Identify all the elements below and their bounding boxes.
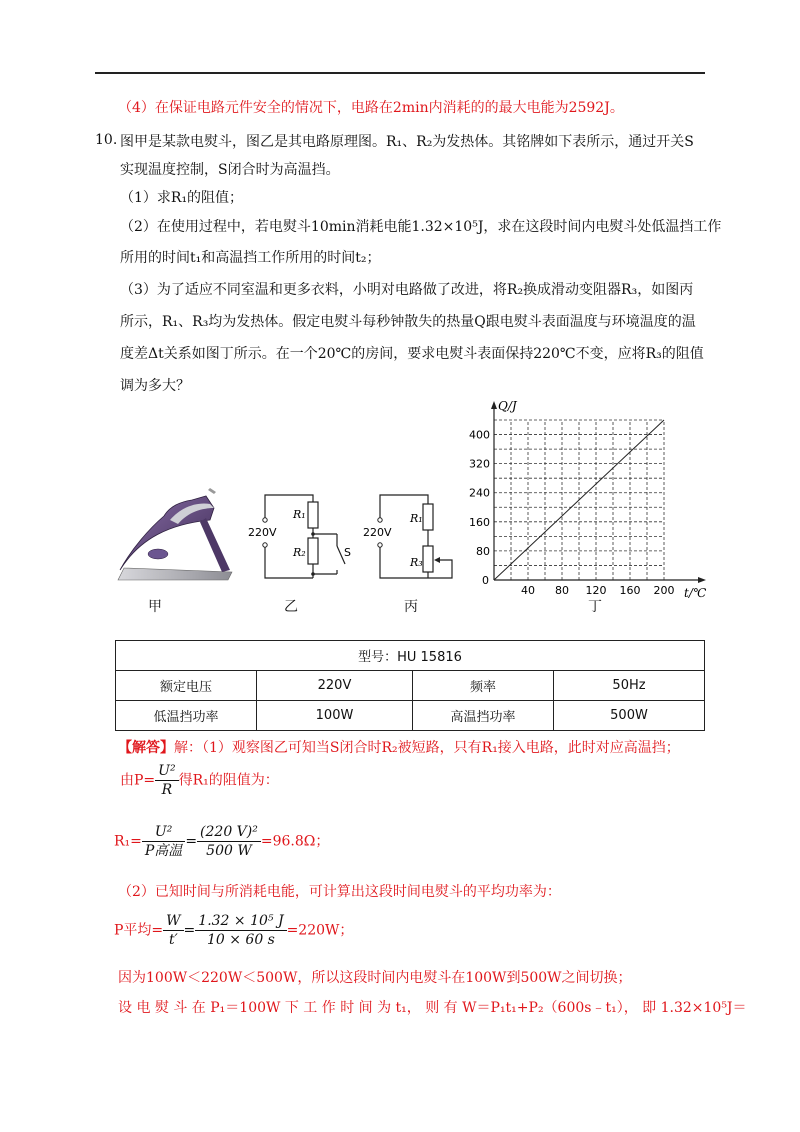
denominator: P高温: [144, 843, 183, 859]
fraction-220-over-500: [197, 823, 261, 860]
spec-cell: 100W: [257, 701, 413, 731]
yi-r2-label: R₂: [293, 546, 306, 559]
numerator: U²: [142, 823, 185, 842]
yi-r1-label: R₁: [293, 508, 306, 521]
spec-cell: 220V: [257, 671, 413, 701]
x-tick-label: 40: [521, 584, 535, 597]
spec-cell: 低温挡功率: [116, 701, 257, 731]
yi-voltage-label: 220V: [248, 526, 277, 539]
chart-ticks: [469, 429, 675, 597]
bing-r1-label: R₁: [410, 512, 423, 525]
y-tick-label: 400: [469, 428, 490, 442]
caption-bing: 丙: [404, 599, 418, 615]
formula-suffix: =96.8Ω；: [260, 833, 330, 850]
x-tick-label: 120: [585, 584, 607, 597]
numerator: U²: [155, 762, 178, 781]
solution-label: 【解答】: [118, 740, 174, 756]
formula-prefix: P平均=: [114, 922, 164, 939]
spec-cell: 高温挡功率: [413, 701, 554, 731]
spec-cell: 50Hz: [554, 671, 705, 701]
x-tick-label: 80: [555, 584, 569, 597]
yi-switch-label: S: [344, 546, 351, 559]
solution-line-6: 因为100W＜220W＜500W，所以这段时间内电熨斗在100W到500W之间切换；: [118, 970, 632, 986]
chart-origin-label: 0: [482, 574, 489, 587]
sub-question-3b: 所示，R₁、R₃均为发热体。假定电熨斗每秒钟散失的热量Q跟电熨斗表面温度与环境温度的温: [120, 314, 696, 330]
bing-r3-label: R₃: [410, 556, 423, 569]
spec-table: [115, 640, 705, 731]
circuit-yi: [245, 490, 355, 585]
formula-average-power: [114, 912, 353, 949]
sub-question-3d: 调为多大？: [120, 378, 190, 394]
question-line-2: 实现温度控制，S闭合时为高温挡。: [120, 162, 340, 178]
spec-cell: 500W: [554, 701, 705, 731]
fraction-w-over-t: [163, 912, 183, 949]
question-line-1: 图甲是某款电熨斗，图乙是其电路原理图。R₁、R₂为发热体。其铭牌如下表所示，通过开关S: [120, 134, 694, 150]
formula-suffix: 得R₁的阻值为：: [178, 772, 279, 789]
equals-sign: =: [185, 833, 198, 850]
solution-line-1: [118, 738, 680, 758]
formula-prefix: R₁=: [114, 833, 142, 850]
caption-ding: 丁: [588, 599, 602, 615]
chart-x-label: t/℃: [684, 586, 707, 600]
previous-answer: （4）在保证电路元件安全的情况下，电路在2min内消耗的的最大电能为2592J。: [118, 100, 624, 116]
x-axis-arrow: [698, 577, 706, 583]
numerator: 1.32 × 10⁵ J: [195, 912, 286, 931]
equals-sign: =: [183, 922, 196, 939]
solution-text-1: 解：（1）观察图乙可知当S闭合时R₂被短路，只有R₁接入电路，此时对应高温挡；: [174, 740, 680, 756]
fraction-energy-over-time: [195, 912, 286, 949]
numerator: (220 V)²: [197, 823, 261, 842]
sub-question-3c: 度差Δt关系如图丁所示。在一个20℃的房间，要求电熨斗表面保持220℃不变，应将R₃的阻值: [120, 346, 704, 362]
formula-prefix: 由P=: [120, 772, 156, 789]
x-tick-label: 200: [653, 584, 675, 597]
denominator: 10 × 60 s: [206, 932, 275, 948]
question-number: 10.: [95, 132, 118, 148]
y-axis-arrow: [491, 401, 497, 409]
denominator: t′: [168, 932, 178, 948]
chart-axes: [491, 401, 706, 583]
sub-question-2a: （2）在使用过程中，若电熨斗10min消耗电能1.32×10⁵J，求在这段时间内电熨斗处低温挡工作: [120, 219, 722, 235]
y-tick-label: 160: [469, 515, 490, 529]
denominator: 500 W: [206, 843, 252, 859]
chart-y-label: Q/J: [498, 399, 517, 413]
formula-power: [120, 762, 279, 799]
spec-cell: 额定电压: [116, 671, 257, 701]
q-vs-t-chart: [462, 395, 712, 605]
circuit-bing: [360, 490, 465, 585]
denominator: R: [161, 782, 173, 798]
caption-jia: 甲: [148, 599, 162, 615]
formula-suffix: =220W；: [286, 922, 354, 939]
spec-title: 型号：HU 15816: [116, 641, 705, 671]
x-tick-label: 160: [619, 584, 641, 597]
fraction-u2-over-r: [155, 762, 178, 799]
sub-question-2b: 所用的时间t₁和高温挡工作所用的时间t₂；: [120, 250, 381, 266]
solution-line-4: （2）已知时间与所消耗电能，可计算出这段时间电熨斗的平均功率为：: [118, 884, 561, 900]
numerator: W: [163, 912, 183, 931]
iron-image: [110, 488, 240, 588]
caption-yi: 乙: [284, 599, 298, 615]
header-rule: [95, 72, 705, 74]
y-tick-label: 240: [469, 486, 490, 500]
spec-cell: 频率: [413, 671, 554, 701]
sub-question-1: （1）求R₁的阻值；: [120, 190, 244, 206]
formula-r1: [114, 823, 329, 860]
fraction-u2-over-p: [142, 823, 185, 860]
y-tick-label: 320: [469, 457, 490, 471]
bing-voltage-label: 220V: [363, 526, 392, 539]
y-tick-label: 80: [476, 544, 490, 558]
solution-line-7: 设 电 熨 斗 在 P₁＝100W 下 工 作 时 间 为 t₁， 则 有 W＝P₁t₁+P₂（600s﹣t₁）， 即 1.32×10⁵J＝: [118, 1000, 747, 1016]
sub-question-3a: （3）为了适应不同室温和更多衣料，小明对电路做了改进，将R₂换成滑动变阻器R₃，如图丙: [120, 282, 694, 298]
